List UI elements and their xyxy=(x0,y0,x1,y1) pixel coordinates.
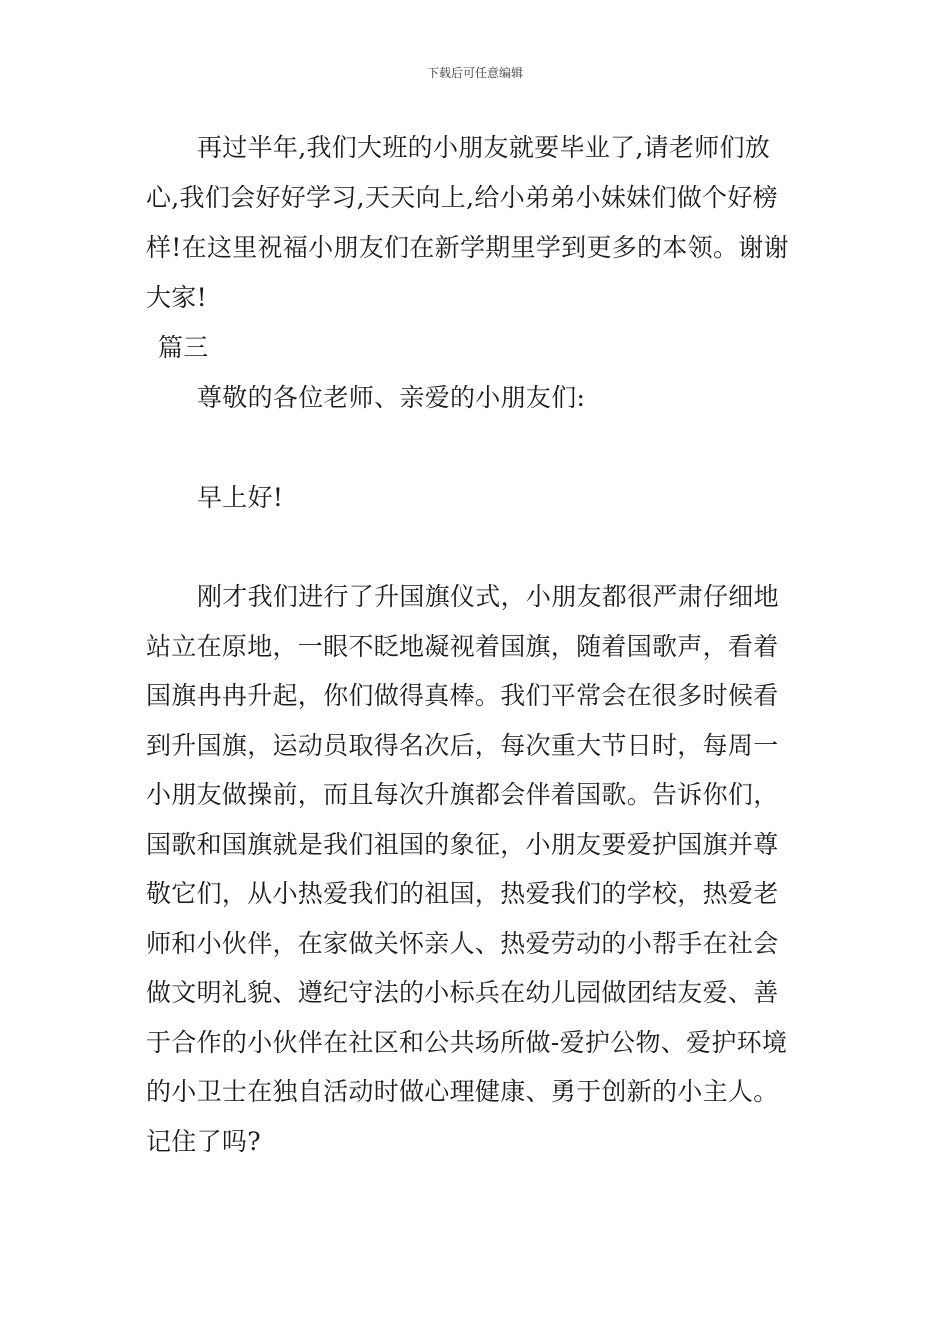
paragraph-line: 师和小伙伴，在家做关怀亲人、热爱劳动的小帮手在社会 xyxy=(146,929,779,958)
paragraph-line: 国歌和国旗就是我们祖国的象征，小朋友要爱护国旗并尊 xyxy=(146,830,779,859)
paragraph-line: 小朋友做操前，而且每次升旗都会伴着国歌。告诉你们， xyxy=(146,780,779,809)
paragraph-line: 大家! xyxy=(146,283,207,312)
paragraph-line: 记住了吗? xyxy=(146,1127,261,1156)
paragraph-line: 做文明礼貌、遵纪守法的小标兵在幼儿园做团结友爱、善 xyxy=(146,978,779,1007)
paragraph-line: 国旗冉冉升起，你们做得真棒。我们平常会在很多时候看 xyxy=(146,681,779,710)
section-title: 篇三 xyxy=(158,333,209,362)
morning-greeting: 早上好! xyxy=(197,483,284,512)
page-header: 下载后可任意编辑 xyxy=(426,66,523,80)
paragraph-line: 再过半年,我们大班的小朋友就要毕业了,请老师们放 xyxy=(197,133,771,162)
paragraph-line: 敬它们，从小热爱我们的祖国，热爱我们的学校，热爱老 xyxy=(146,879,779,908)
paragraph-line: 站立在原地，一眼不眨地凝视着国旗，随着国歌声，看着 xyxy=(146,632,779,661)
paragraph-line: 心,我们会好好学习,天天向上,给小弟弟小妹妹们做个好榜 xyxy=(146,183,778,212)
greeting: 尊敬的各位老师、亲爱的小朋友们: xyxy=(197,383,586,412)
paragraph-line: 于合作的小伙伴在社区和公共场所做-爱护公物、爱护环境 xyxy=(146,1028,788,1057)
paragraph-line: 样!在这里祝福小朋友们在新学期里学到更多的本领。谢谢 xyxy=(146,233,789,262)
paragraph-line: 到升国旗，运动员取得名次后，每次重大节日时，每周一 xyxy=(146,731,779,760)
paragraph-line: 刚才我们进行了升国旗仪式，小朋友都很严肃仔细地 xyxy=(197,582,779,611)
paragraph-line: 的小卫士在独自活动时做心理健康、勇于创新的小主人。 xyxy=(146,1077,779,1106)
